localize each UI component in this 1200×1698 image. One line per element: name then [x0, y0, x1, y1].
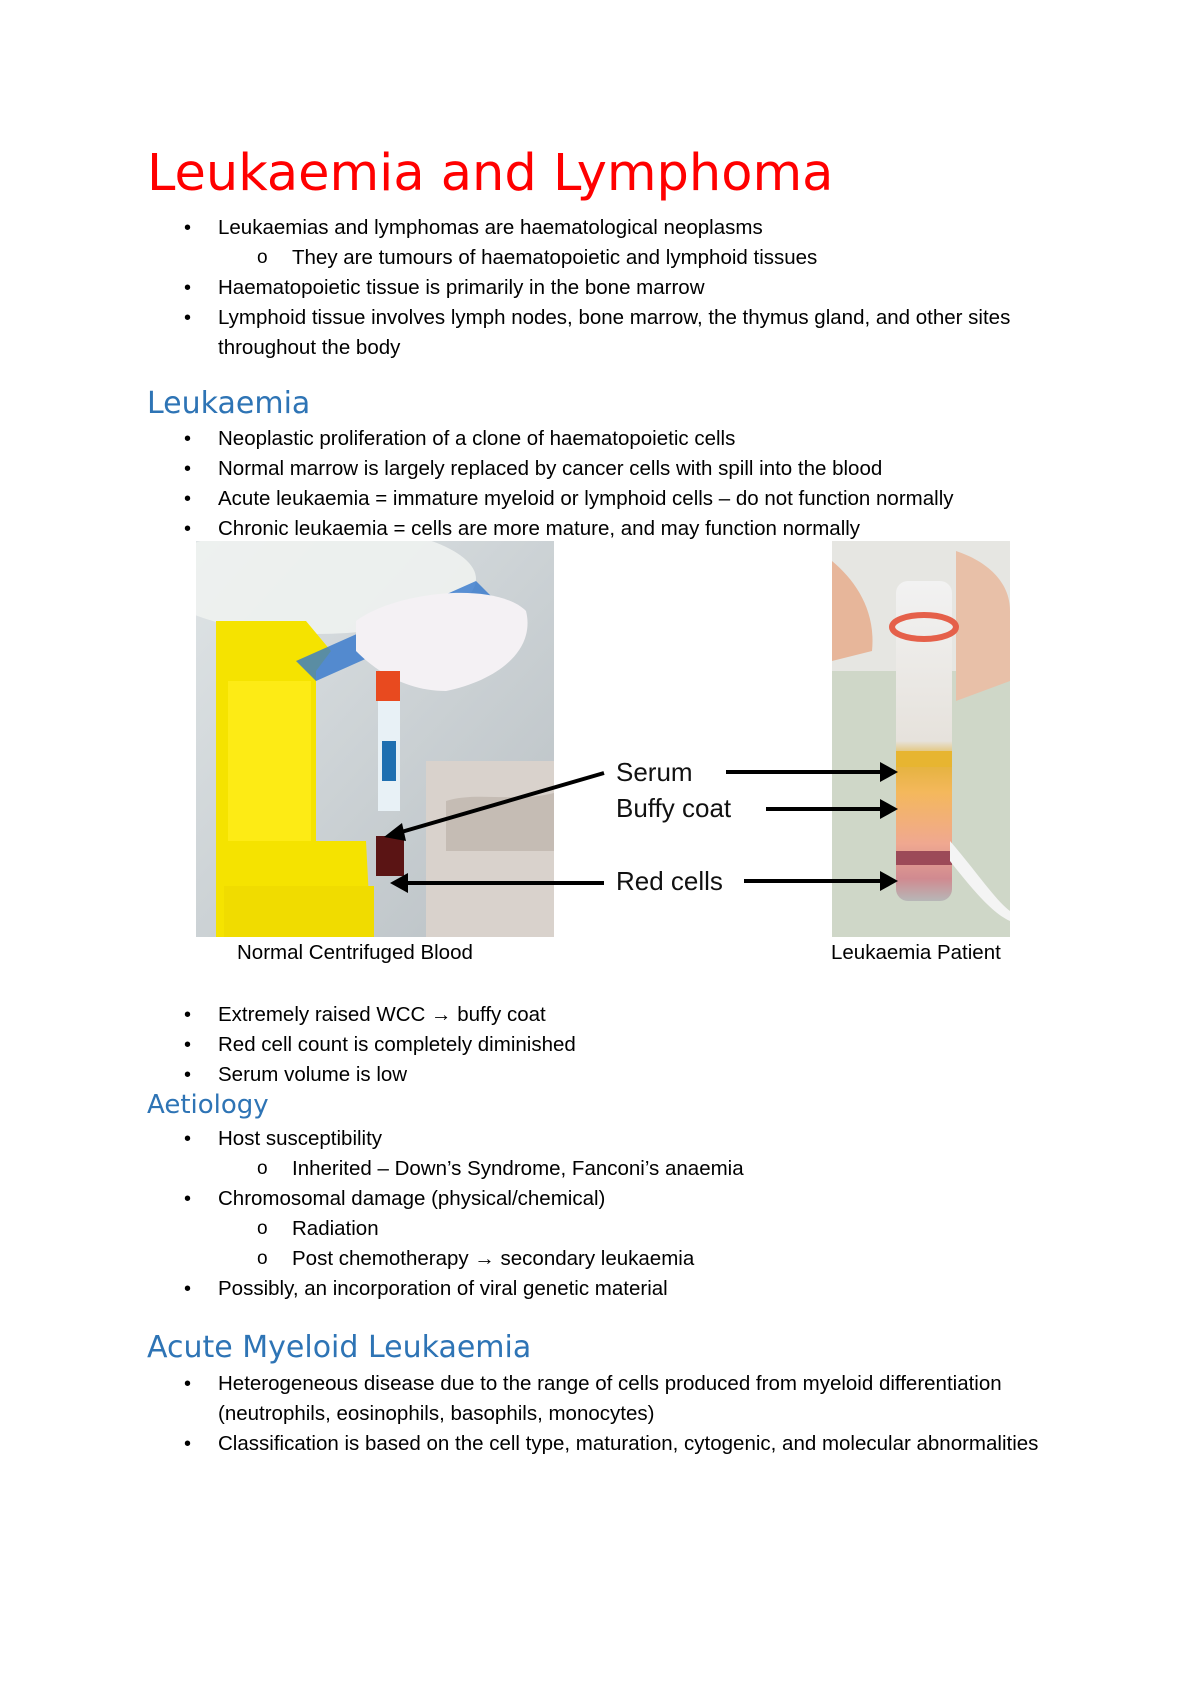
page-title: Leukaemia and Lymphoma: [147, 144, 834, 203]
intro-list: [147, 213, 1067, 363]
normal-blood-photo: [196, 541, 554, 937]
list-item: • Host susceptibility: [147, 1124, 1067, 1154]
list-subitem: o Inherited – Down’s Syndrome, Fanconi’s anaemia: [147, 1154, 1067, 1184]
list-item: • Neoplastic proliferation of a clone of haematopoietic cells: [147, 424, 1087, 454]
list-subitem: o Post chemotherapy → secondary leukaemia: [147, 1244, 1067, 1274]
findings-list: [147, 1000, 1067, 1090]
list-subitem: o They are tumours of haematopoietic and lymphoid tissues: [147, 243, 1067, 273]
aetiology-list: [147, 1124, 1067, 1304]
list-item: • Leukaemias and lymphomas are haematological neoplasms: [147, 213, 1067, 243]
caption-leukaemia-patient: Leukaemia Patient: [831, 941, 1001, 964]
label-buffy-coat: Buffy coat: [616, 793, 732, 823]
section-heading-aetiology: Aetiology: [147, 1090, 269, 1120]
centrifuged-blood-figure: [196, 541, 1010, 941]
aml-list: [147, 1369, 1047, 1459]
leukaemia-patient-photo: [832, 541, 1010, 937]
list-item: • Chromosomal damage (physical/chemical): [147, 1184, 1067, 1214]
list-item: • Classification is based on the cell type, maturation, cytogenic, and molecular abnormalities: [147, 1429, 1047, 1459]
leukaemia-list: [147, 424, 1087, 544]
label-serum: Serum: [616, 757, 693, 787]
list-item: • Normal marrow is largely replaced by cancer cells with spill into the blood: [147, 454, 1087, 484]
list-item: • Heterogeneous disease due to the range of cells produced from myeloid differentiation (neutrophils, eosinophils, basophils, monocytes): [147, 1369, 1047, 1429]
list-item: • Red cell count is completely diminished: [147, 1030, 1067, 1060]
list-item: • Extremely raised WCC → buffy coat: [147, 1000, 1067, 1030]
list-item: • Acute leukaemia = immature myeloid or lymphoid cells – do not function normally: [147, 484, 1087, 514]
caption-normal-blood: Normal Centrifuged Blood: [237, 941, 473, 964]
label-red-cells: Red cells: [616, 866, 723, 896]
list-item: • Possibly, an incorporation of viral genetic material: [147, 1274, 1067, 1304]
list-item: • Haematopoietic tissue is primarily in the bone marrow: [147, 273, 1067, 303]
list-item: • Chronic leukaemia = cells are more mature, and may function normally: [147, 514, 1087, 544]
list-subitem: o Radiation: [147, 1214, 1067, 1244]
section-heading-leukaemia: Leukaemia: [147, 386, 311, 421]
section-heading-aml: Acute Myeloid Leukaemia: [147, 1330, 532, 1365]
list-item: • Serum volume is low: [147, 1060, 1067, 1090]
list-item: • Lymphoid tissue involves lymph nodes, bone marrow, the thymus gland, and other sites throughout the body: [147, 303, 1067, 363]
